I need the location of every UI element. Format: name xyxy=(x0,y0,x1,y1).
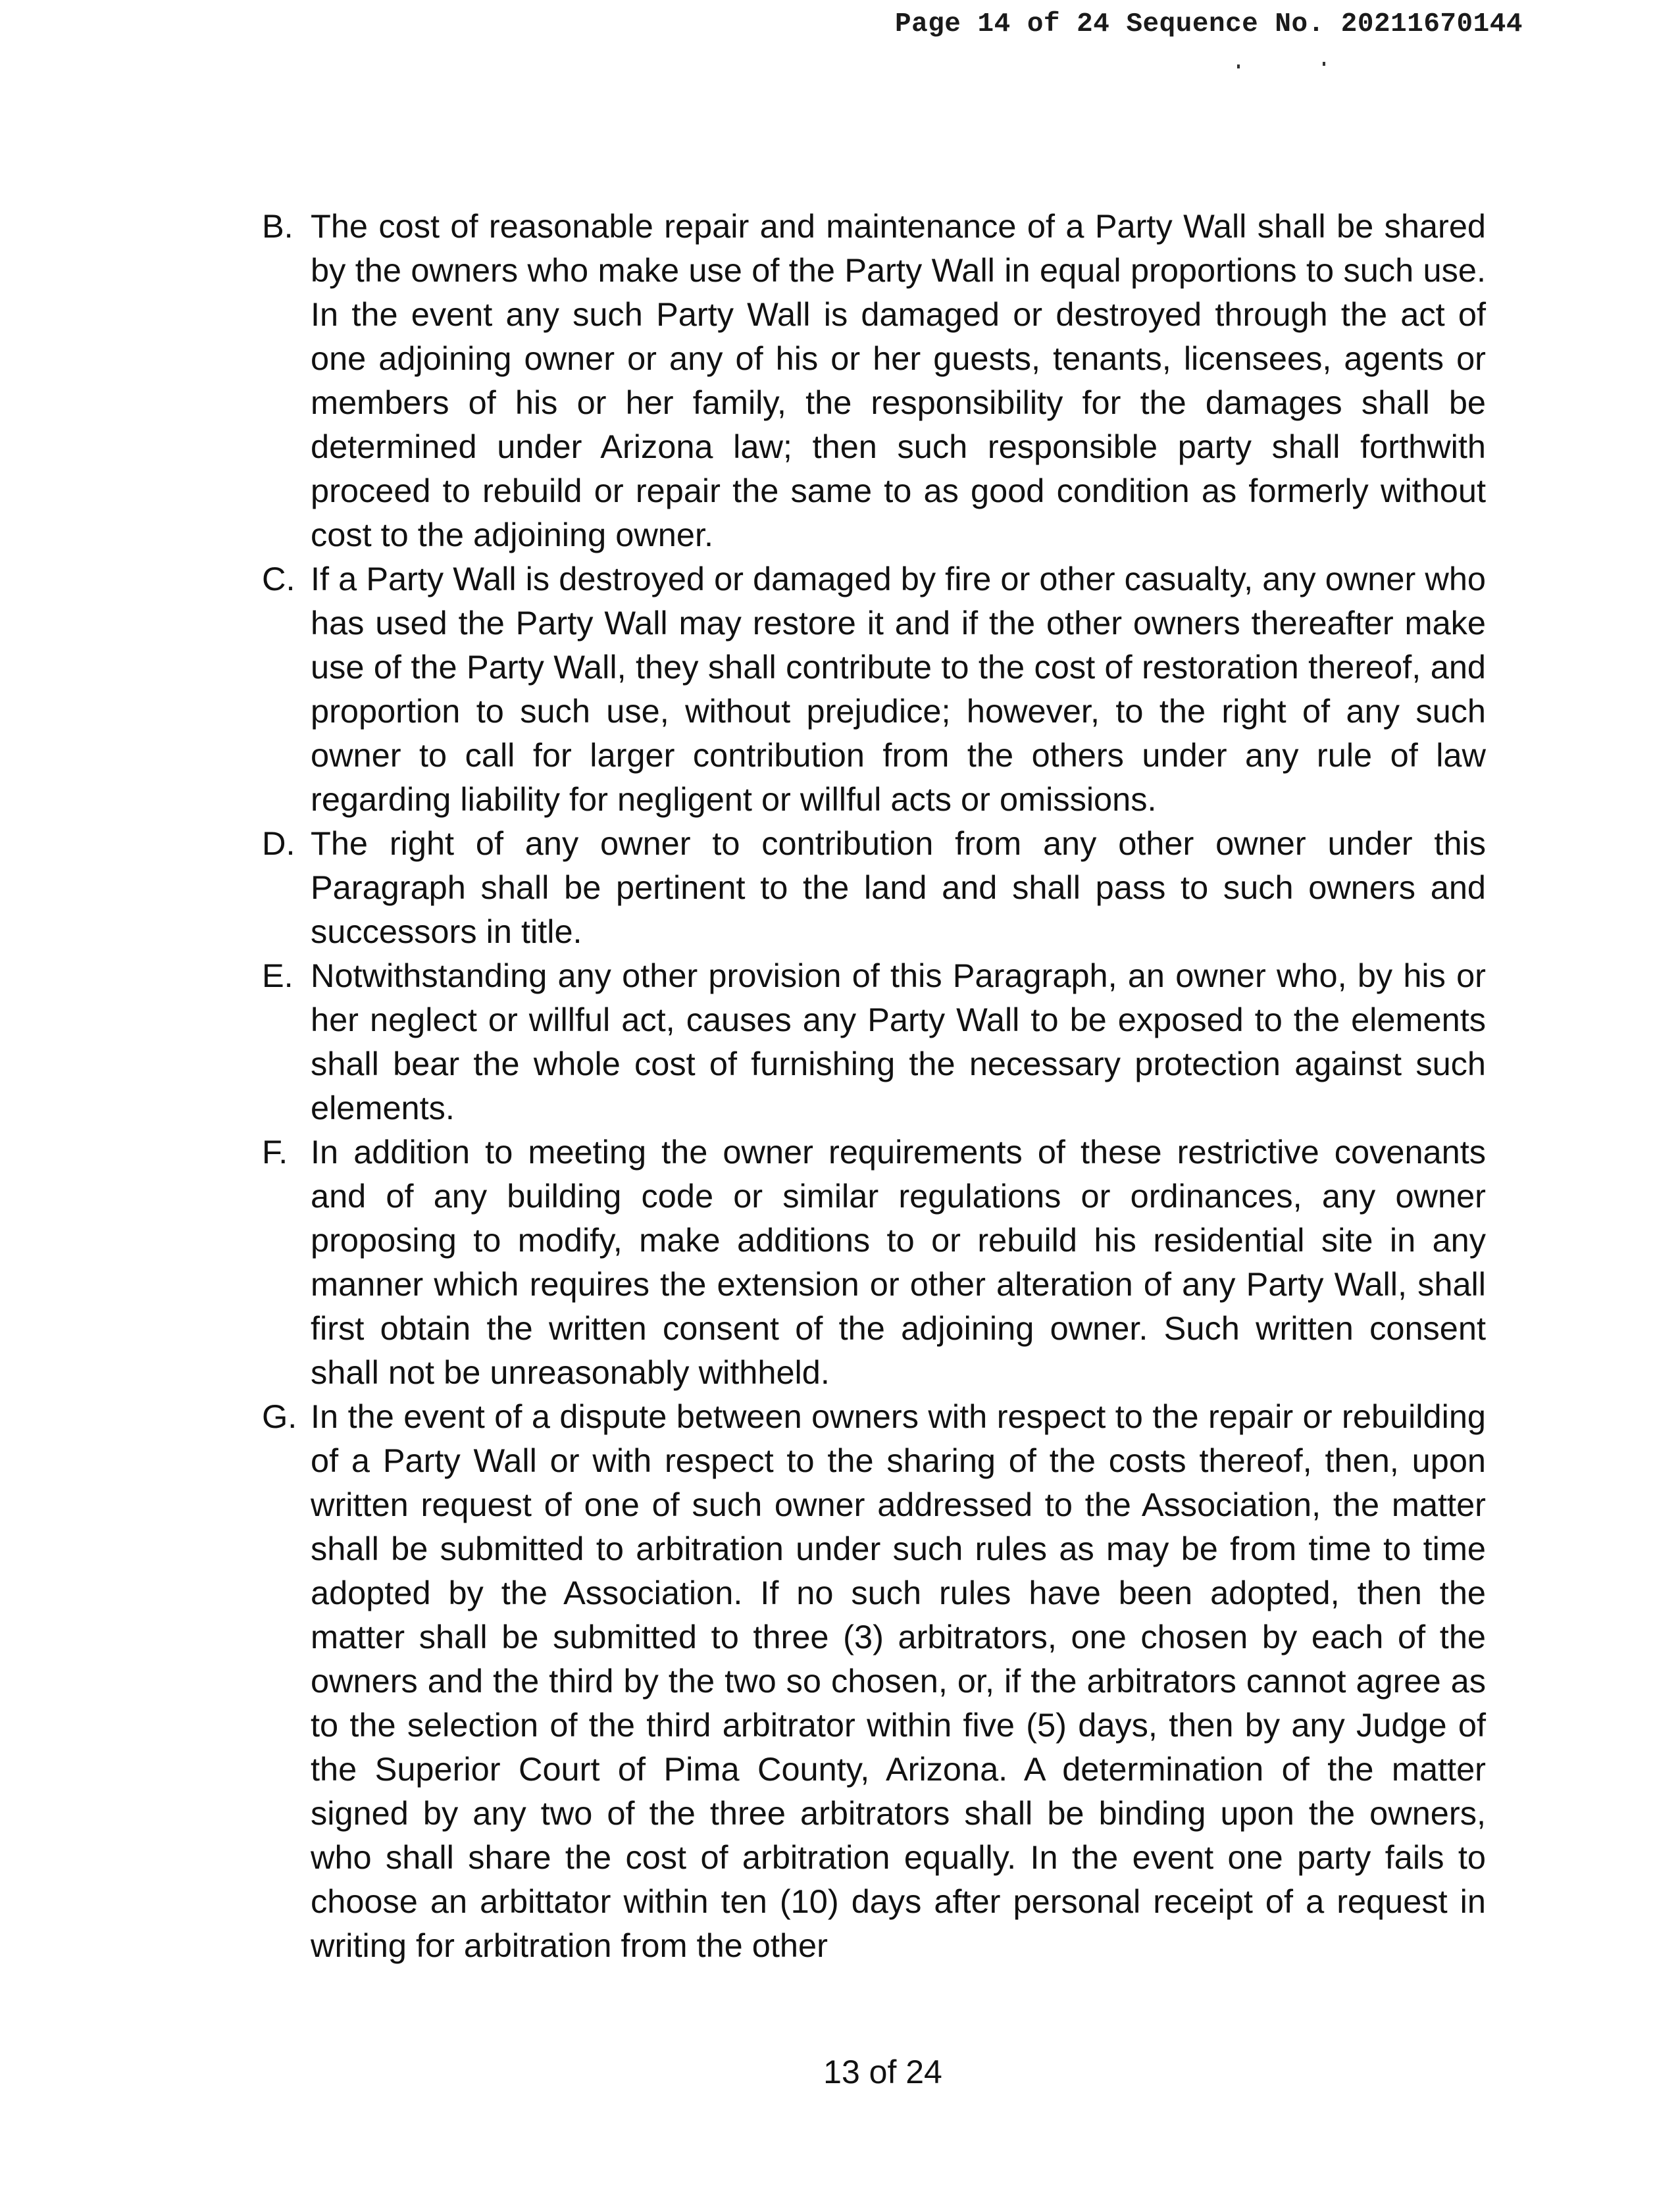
paragraph-item-e xyxy=(262,953,1486,1130)
paragraph-item-f xyxy=(262,1130,1486,1394)
item-text: Notwithstanding any other provision of this Paragraph, an owner who, by his or her neglect or willful act, causes any Party Wall to be exposed to the elements shall bear the whole cost of furnishing the necessary protection against such elements. xyxy=(311,957,1486,1126)
document-body xyxy=(262,204,1486,1967)
item-text: In addition to meeting the owner requirements of these restrictive covenants and of any building code or similar regulations or ordinances, any owner proposing to modify, make additions to or rebuild his residential site in any manner which requires the extension or other alteration of any Party Wall, shall first obtain the written consent of the adjoining owner. Such written consent shall not be unreasonably withheld. xyxy=(311,1133,1486,1391)
recording-header: Page 14 of 24 Sequence No. 20211670144 xyxy=(895,9,1523,39)
page-number: 13 of 24 xyxy=(823,2054,942,2090)
item-letter: G. xyxy=(262,1398,297,1435)
item-letter: B. xyxy=(262,207,293,245)
item-letter: E. xyxy=(262,957,293,994)
item-letter: C. xyxy=(262,560,295,597)
item-text: The cost of reasonable repair and maintenance of a Party Wall shall be shared by the owners who make use of the Party Wall in equal proportions to such use. In the event any such Party Wall is damaged or destroyed through the act of one adjoining owner or any of his or her guests, tenants, licensees, agents or members of his or her family, the responsibility for the damages shall be determined under Arizona law; then such responsible party shall forthwith proceed to rebuild or repair the same to as good condition as formerly without cost to the adjoining owner. xyxy=(311,207,1486,553)
paragraph-item-g xyxy=(262,1394,1486,1967)
item-text: If a Party Wall is destroyed or damaged by fire or other casualty, any owner who has used the Party Wall may restore it and if the other owners thereafter make use of the Party Wall, they shall contribute to the cost of restoration thereof, and proportion to such use, without prejudice; however, to the right of any such owner to call for larger contribution from the others under any rule of law regarding liability for negligent or willful acts or omissions. xyxy=(311,560,1486,818)
item-letter: D. xyxy=(262,824,295,862)
item-text: In the event of a dispute between owners with respect to the repair or rebuilding of a Party Wall or with respect to the sharing of the costs thereof, then, upon written request of one of such owner addressed to the Association, the matter shall be submitted to arbitration under such rules as may be from time to time adopted by the Association. If no such rules have been adopted, then the matter shall be submitted to three (3) arbitrators, one chosen by each of the owners and the third by the two so chosen, or, if the arbitrators cannot agree as to the selection of the third arbitrator within five (5) days, then by any Judge of the Superior Court of Pima County, Arizona. A determination of the matter signed by any two of the three arbitrators shall be binding upon the owners, who shall share the cost of arbitration equally. In the event one party fails to choose an arbittator within ten (10) days after personal receipt of a request in writing for arbitration from the other xyxy=(311,1398,1486,1964)
paragraph-item-b xyxy=(262,204,1486,557)
paragraph-item-c xyxy=(262,557,1486,821)
paragraph-item-d xyxy=(262,821,1486,953)
scan-speck xyxy=(1323,62,1325,66)
item-letter: F. xyxy=(262,1133,288,1171)
scan-speck xyxy=(1237,64,1240,68)
item-text: The right of any owner to contribution from any other owner under this Paragraph shall be pertinent to the land and shall pass to such owners and successors in title. xyxy=(311,824,1486,950)
